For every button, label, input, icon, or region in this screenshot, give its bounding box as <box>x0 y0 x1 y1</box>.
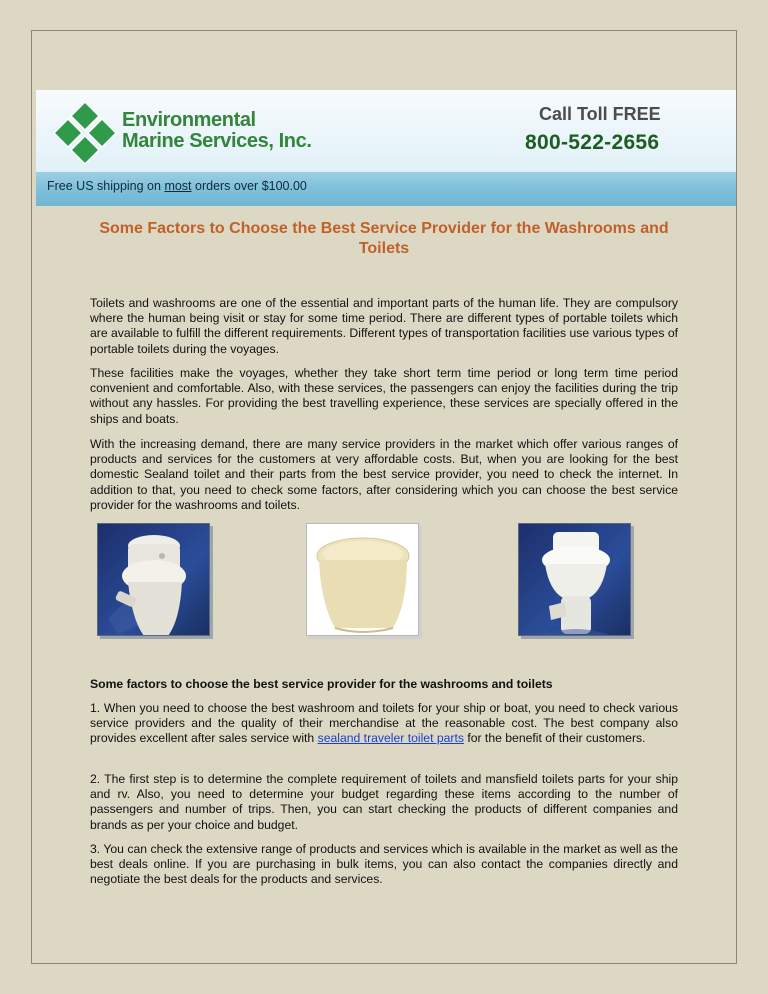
paragraph-intro: Toilets and washrooms are one of the essential and important parts of the human life. They are compulsory where the human being visit or stay for some time period. There are different types of portable toilets which are available to fulfill the different requirements. Different types of transportation facilities use various types of portable toilets during the voyages. <box>90 296 678 356</box>
shipping-strip <box>36 172 736 206</box>
paragraph-demand: With the increasing demand, there are many service providers in the market which offer various ranges of products and services for the customers at very affordable costs. But, when you are looking for the best domestic Sealand toilet and their parts from the best service provider, you need to check the internet. In addition to that, you need to check some factors, after considering which you can choose the best service provider for the washrooms and toilets. <box>90 437 678 512</box>
phone-number: 800-522-2656 <box>525 131 660 154</box>
toilet-photo-2 <box>306 523 419 636</box>
company-banner <box>36 90 736 206</box>
sealand-parts-link[interactable]: sealand traveler toilet parts <box>317 731 464 746</box>
shipping-notice: Free US shipping on most orders over $100.00 <box>47 179 307 193</box>
call-toll-free-label: Call Toll FREE <box>539 104 661 124</box>
diamond-logo-icon <box>52 100 118 166</box>
paragraph-factor-1: 1. When you need to choose the best washroom and toilets for your ship or boat, you need to check various service providers and the quality of their merchandise at the reasonable cost. The best company also provides excellent after sales service with sealand traveler toilet parts for the benefit of their customers. <box>90 701 678 746</box>
section-heading: Some factors to choose the best service provider for the washrooms and toilets <box>90 677 553 691</box>
company-name-line2: Marine Services, Inc. <box>122 130 312 152</box>
toilet-photo-3 <box>518 523 631 636</box>
toilet-image-3 <box>519 524 631 636</box>
article-title: Some Factors to Choose the Best Service Provider for the Washrooms and Toilets <box>99 220 669 257</box>
toilet-photo-1 <box>97 523 210 636</box>
toilet-image-1 <box>98 524 210 636</box>
paragraph-voyages: These facilities make the voyages, whether they take short term time period or long term time period convenient and comfortable. Also, with these services, the passengers can enjoy the facilities during the trip without any hassles. For providing the best travelling experience, these services are specially offered in the ships and boats. <box>90 366 678 426</box>
company-name-line1: Environmental <box>122 109 256 131</box>
toilet-image-2 <box>307 524 419 636</box>
paragraph-factor-3: 3. You can check the extensive range of products and services which is available in the market as well as the best deals online. If you are purchasing in bulk items, you can also contact the companies directly and negotiate the best deals for the products and services. <box>90 842 678 887</box>
paragraph-factor-2: 2. The first step is to determine the complete requirement of toilets and mansfield toilets parts for your ship and rv. Also, you need to determine your budget regarding these items according to the number of passengers and number of trips. Then, you can start checking the products of different companies and brands as per your choice and budget. <box>90 772 678 832</box>
company-name <box>122 110 311 152</box>
